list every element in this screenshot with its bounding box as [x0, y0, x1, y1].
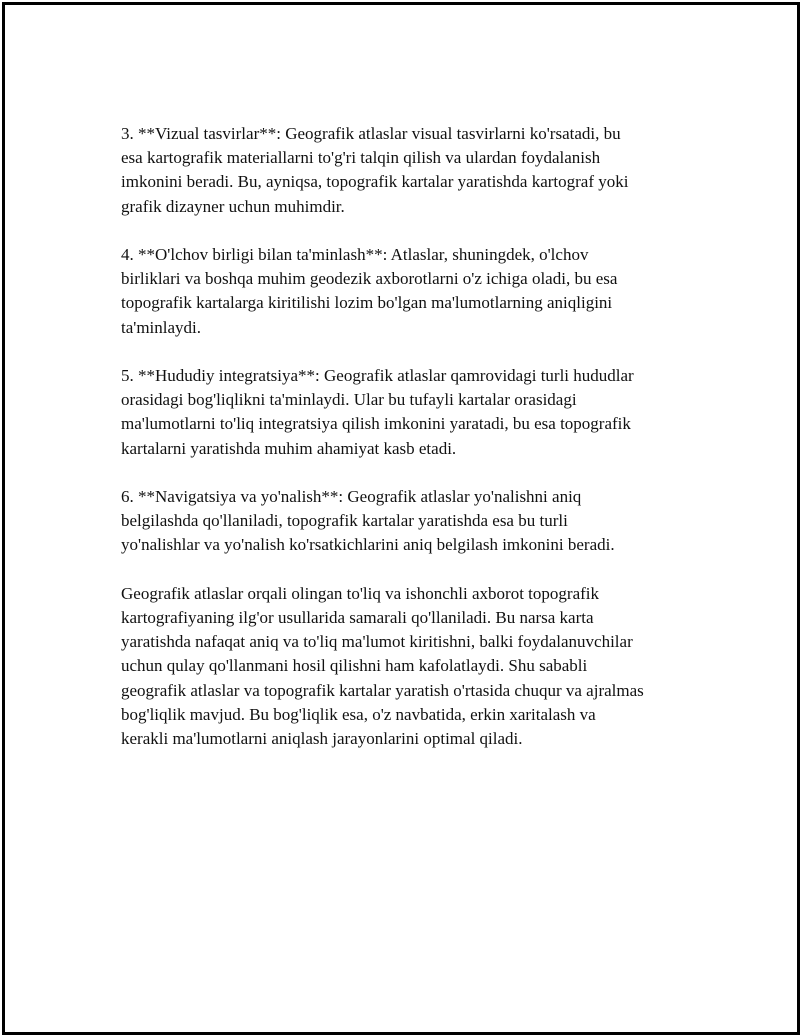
text-line: kartografiyaning ilg'or usullarida samarali qo'llaniladi. Bu narsa karta: [121, 608, 594, 627]
text-line: ma'lumotlarni to'liq integratsiya qilish imkonini yaratadi, bu esa topografik: [121, 414, 631, 434]
text-line: 5. **Hududiy integratsiya**: Geografik atlaslar qamrovidagi turli hududlar: [121, 366, 634, 385]
text-line: grafik dizayner uchun muhimdir.: [121, 196, 345, 216]
text-line: birliklari va boshqa muhim geodezik axborotlarni o'z ichiga oladi, bu esa: [121, 269, 618, 289]
paragraph-regional-integration: [121, 364, 701, 461]
text-line: orasidagi bog'liqlikni ta'minlaydi. Ular bu tufayli kartalar orasidagi: [121, 390, 577, 410]
text-line: bog'liqlik mavjud. Bu bog'liqlik esa, o'z navbatida, erkin xaritalash va: [121, 704, 596, 724]
text-line: 6. **Navigatsiya va yo'nalish**: Geografik atlaslar yo'nalishni aniq: [121, 487, 582, 506]
text-line: uchun qulay qo'llanmani hosil qilishni ham kafolatlaydi. Shu sababli: [121, 656, 588, 676]
text-line: imkonini beradi. Bu, ayniqsa, topografik kartalar yaratishda kartograf yoki: [121, 172, 629, 192]
text-line: yo'nalishlar va yo'nalish ko'rsatkichlarini aniq belgilash imkonini beradi.: [121, 535, 615, 555]
document-body: [121, 122, 701, 775]
text-line: 4. **O'lchov birligi bilan ta'minlash**: Atlaslar, shuningdek, o'lchov: [121, 245, 589, 264]
text-line: 3. **Vizual tasvirlar**: Geografik atlaslar visual tasvirlarni ko'rsatadi, bu: [121, 124, 621, 143]
paragraph-visual-descriptions: [121, 122, 701, 219]
text-line: esa kartografik materiallarni to'g'ri talqin qilish va ulardan foydalanish: [121, 148, 601, 168]
page-frame: [2, 2, 800, 1035]
text-line: yaratishda nafaqat aniq va to'liq ma'lumot kiritishni, balki foydalanuvchilar: [121, 632, 633, 652]
text-line: geografik atlaslar va topografik kartalar yaratish o'rtasida chuqur va ajralmas: [121, 680, 644, 700]
text-line: belgilashda qo'llaniladi, topografik kartalar yaratishda esa bu turli: [121, 511, 568, 531]
paragraph-navigation: [121, 485, 701, 558]
text-line: ta'minlaydi.: [121, 317, 202, 337]
paragraph-measurement-units: [121, 243, 701, 340]
paragraph-conclusion: [121, 582, 701, 751]
text-line: topografik kartalarga kiritilishi lozim bo'lgan ma'lumotlarning aniqligini: [121, 293, 613, 313]
text-line: kartalarni yaratishda muhim ahamiyat kasb etadi.: [121, 438, 457, 458]
text-line: kerakli ma'lumotlarni aniqlash jarayonlarini optimal qiladi.: [121, 729, 523, 749]
text-line: Geografik atlaslar orqali olingan to'liq va ishonchli axborot topografik: [121, 583, 599, 603]
